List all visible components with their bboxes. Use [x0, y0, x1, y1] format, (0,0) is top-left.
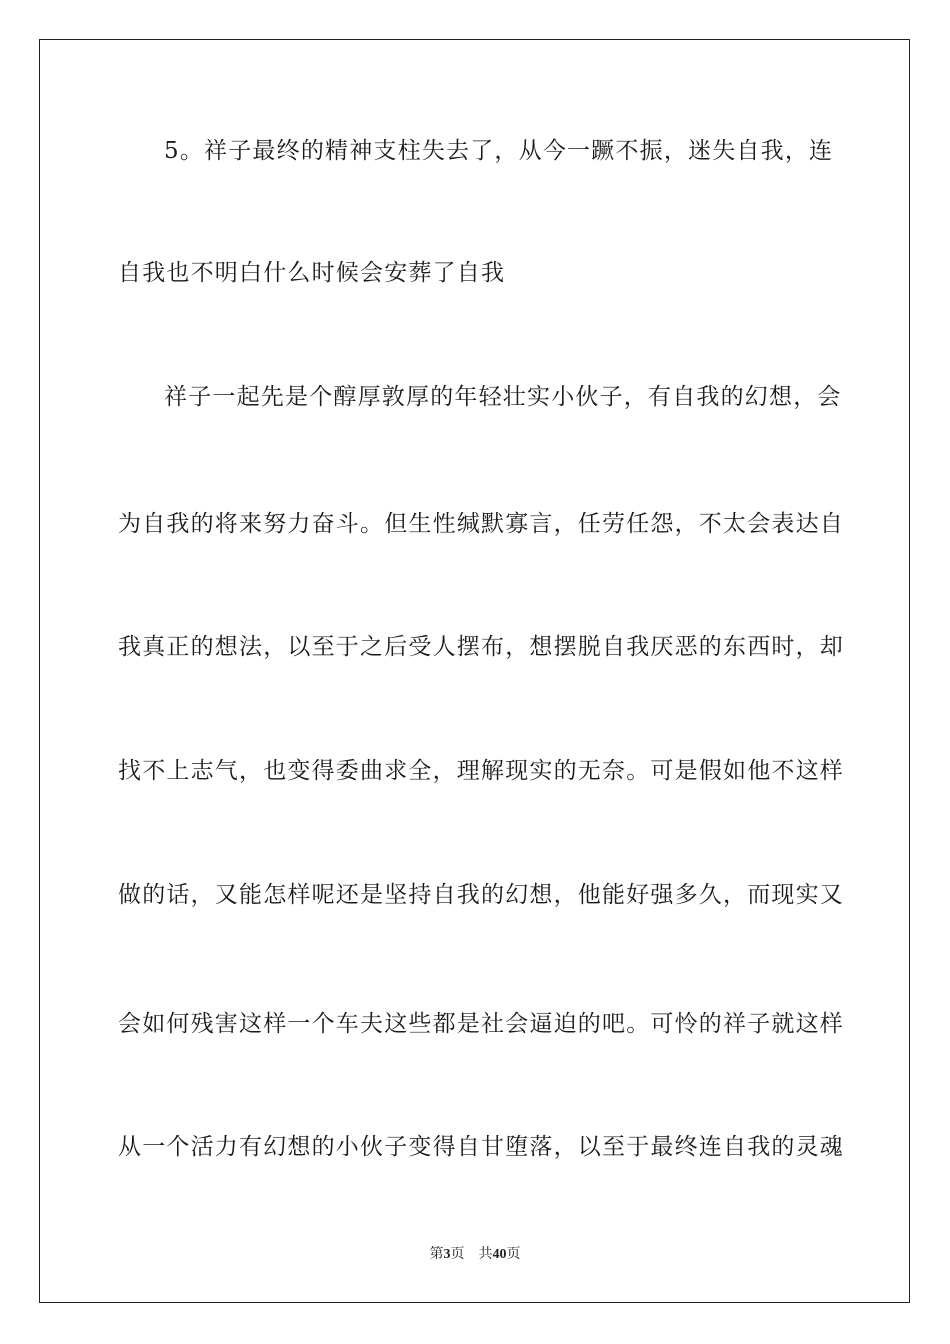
paragraph-2-line-1: 祥子一起先是个醇厚敦厚的年轻壮实小伙子，有自我的幻想，会: [164, 384, 842, 410]
paragraph-1-line-1: 5。祥子最终的精神支柱失去了，从今一蹶不振，迷失自我，连: [164, 138, 834, 164]
page-footer: [0, 1246, 950, 1264]
total-suffix: 页: [506, 1247, 521, 1262]
paragraph-2-line-6: 会如何残害这样一个车夫这些都是社会逼迫的吧。可怜的祥子就这样: [118, 1011, 844, 1037]
paragraph-2-line-2: 为自我的将来努力奋斗。但生性缄默寡言，任劳任怨，不太会表达自: [118, 511, 844, 537]
page-suffix: 页: [450, 1247, 465, 1262]
paragraph-1-line-2: 自我也不明白什么时候会安葬了自我: [118, 260, 506, 286]
paragraph-2-line-5: 做的话，又能怎样呢还是坚持自我的幻想，他能好强多久，而现实又: [118, 882, 844, 908]
paragraph-2-line-3: 我真正的想法，以至于之后受人摆布，想摆脱自我厌恶的东西时，却: [118, 634, 844, 660]
total-prefix: 共: [478, 1247, 493, 1262]
total-pages: 40: [492, 1247, 507, 1262]
page-border: [39, 39, 910, 1303]
page-number: 3: [443, 1247, 451, 1262]
paragraph-2-line-7: 从一个活力有幻想的小伙子变得自甘堕落，以至于最终连自我的灵魂: [118, 1134, 844, 1160]
paragraph-2-line-4: 找不上志气，也变得委曲求全，理解现实的无奈。可是假如他不这样: [118, 758, 844, 784]
page-prefix: 第: [429, 1247, 444, 1262]
